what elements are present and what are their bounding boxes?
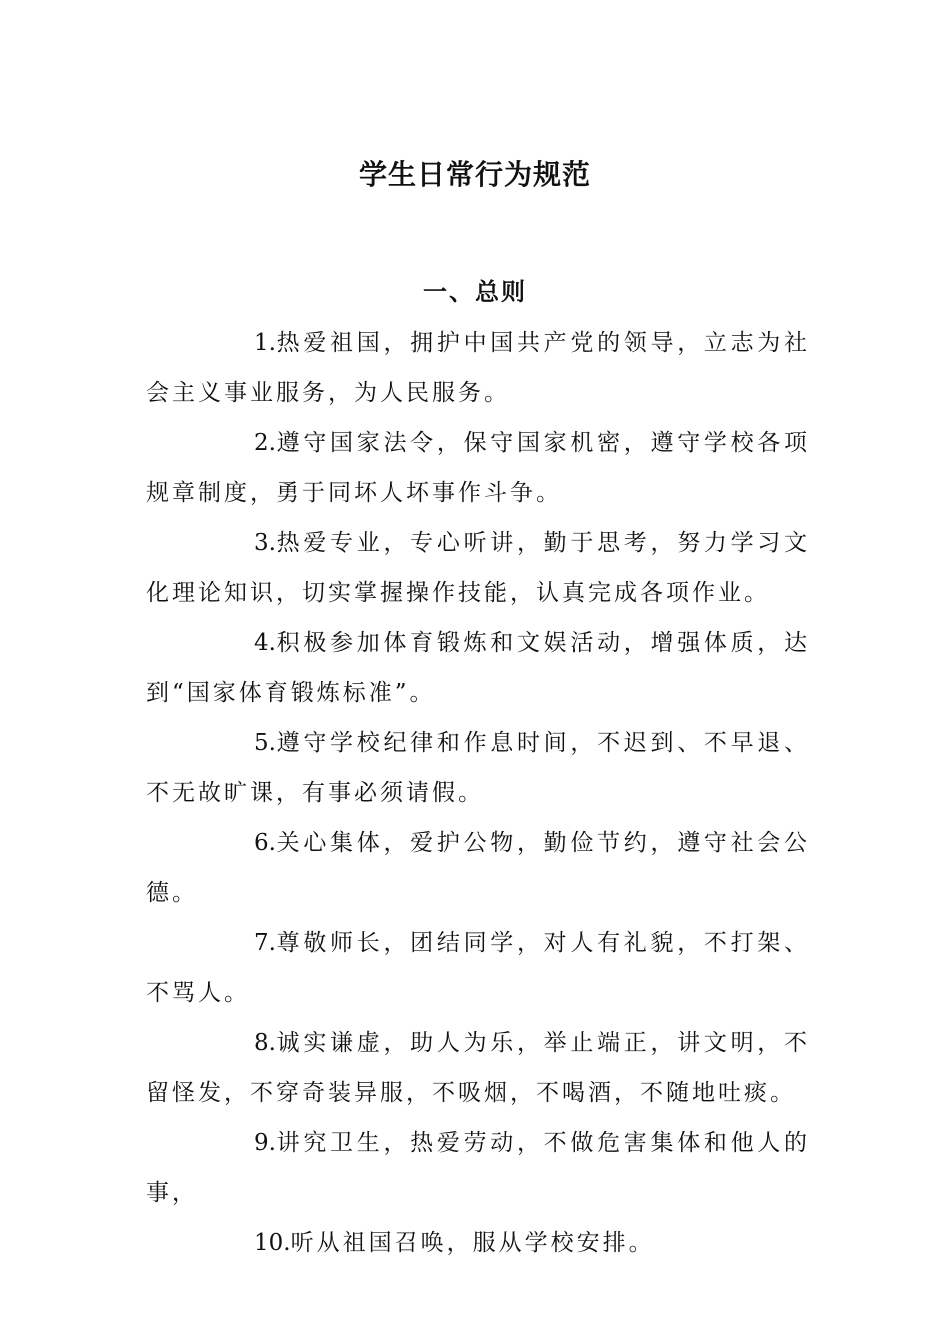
article-text: 遵守国家法令，保守国家机密，遵守学校各项规章制度，勇于同坏人坏事作斗争。 xyxy=(146,430,810,506)
article-number: 9. xyxy=(254,1130,276,1156)
article-item xyxy=(146,1118,810,1218)
article-item xyxy=(146,718,810,818)
article-item xyxy=(146,818,810,918)
article-item xyxy=(146,318,810,418)
article-number: 5. xyxy=(254,730,276,756)
article-item xyxy=(146,1018,810,1118)
article-item xyxy=(146,518,810,618)
article-text: 积极参加体育锻炼和文娱活动，增强体质，达到“国家体育锻炼标准”。 xyxy=(146,630,810,706)
section-heading: 一、总则 xyxy=(423,278,527,306)
article-text: 关心集体，爱护公物，勤俭节约，遵守社会公德。 xyxy=(146,830,810,906)
article-number: 1. xyxy=(254,330,276,356)
article-text: 尊敬师长，团结同学，对人有礼貌，不打架、不骂人。 xyxy=(146,930,810,1006)
article-number: 7. xyxy=(254,930,276,956)
document-title: 学生日常行为规范 xyxy=(358,158,591,191)
article-number: 3. xyxy=(254,530,276,556)
article-text: 遵守学校纪律和作息时间，不迟到、不早退、不无故旷课，有事必须请假。 xyxy=(146,730,810,806)
article-text: 热爱祖国，拥护中国共产党的领导，立志为社会主义事业服务，为人民服务。 xyxy=(146,330,810,406)
article-item xyxy=(146,918,810,1018)
article-number: 10. xyxy=(254,1230,291,1256)
article-text: 听从祖国召唤，服从学校安排。 xyxy=(290,1230,655,1256)
article-number: 8. xyxy=(254,1030,276,1056)
article-number: 6. xyxy=(254,830,276,856)
article-text: 诚实谦虚，助人为乐，举止端正，讲文明，不留怪发，不穿奇装异服，不吸烟，不喝酒，不随地吐痰。 xyxy=(146,1030,810,1106)
article-number: 2. xyxy=(254,430,276,456)
article-text: 讲究卫生，热爱劳动，不做危害集体和他人的事， xyxy=(146,1130,810,1206)
article-number: 4. xyxy=(254,630,276,656)
article-list xyxy=(146,318,810,1268)
article-item xyxy=(146,418,810,518)
article-text: 热爱专业，专心听讲，勤于思考，努力学习文化理论知识，切实掌握操作技能，认真完成各项作业。 xyxy=(146,530,810,606)
article-item xyxy=(146,618,810,718)
article-item xyxy=(146,1218,810,1268)
